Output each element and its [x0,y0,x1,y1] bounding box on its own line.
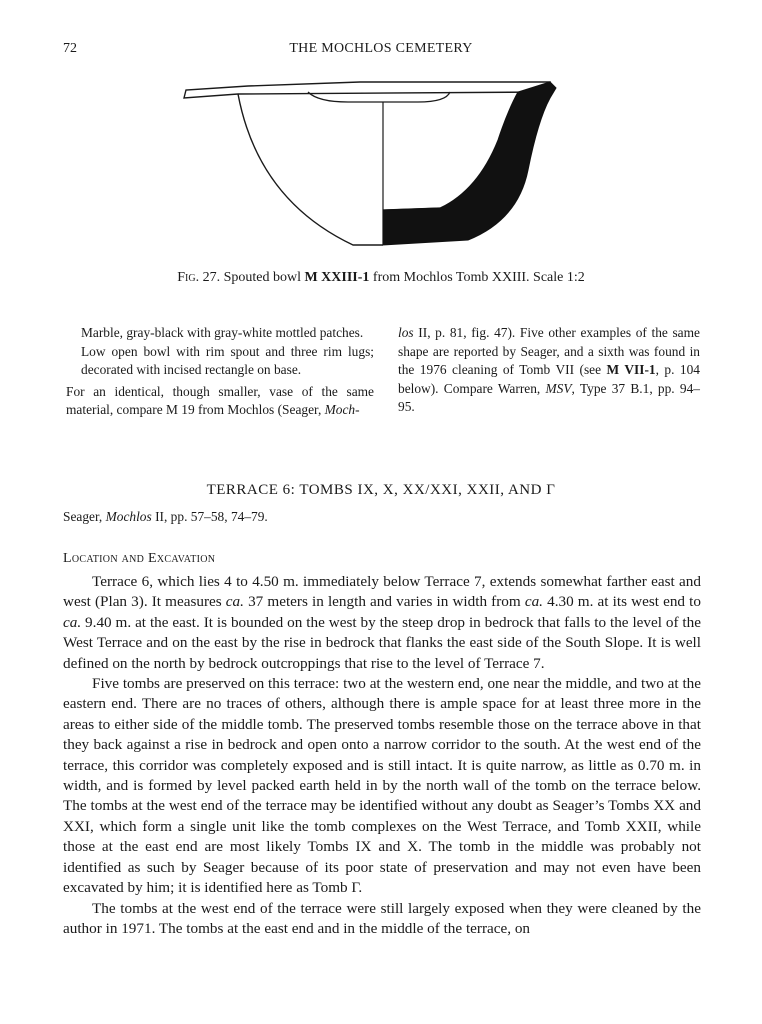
terrace-reference [63,509,268,525]
paragraph-1 [63,572,701,674]
section-heading: Location and Excavation [63,551,216,566]
terrace-ref-a: Seager, [63,509,106,524]
body-text [63,572,701,939]
terrace-heading: TERRACE 6: TOMBS IX, X, XX/XXI, XXII, AND Γ [206,482,556,498]
p1-ca1: ca. [225,593,244,611]
bowl-section [383,82,556,245]
p1-d: 9.40 m. at the east. It is bounded on the west by the steep drop in bedrock that falls to the level of the West Terrace and on the east by the rise in bedrock that flanks the east side of the South Slope. It is well defined on the north by bedrock outcroppings that rise to the level of Terrace 7. [63,613,701,672]
paragraph-3: The tombs at the west end of the terrace were still largely exposed when they were cleaned by the author in 1971. The tombs at the east end and in the middle of the terrace, on [63,899,701,937]
p1-b: 37 meters in length and varies in width from [243,593,525,611]
material-description: Marble, gray-black with gray-white mottled patches. [81,325,364,340]
description-right-column [398,324,700,417]
comparison-text-a: For an identical, though smaller, vase of the same material, compare M 19 from Mochlos (Seager, [66,383,374,417]
bowl-drawing [178,80,558,250]
right-text-b: , p. 104 below). Compare Warren, [398,362,700,396]
right-italic-start: los [398,325,414,340]
comparison-text-italic: Moch- [324,402,360,417]
bowl-outline-left [238,94,383,245]
right-text-c: , Type 37 B.1, pp. 94–95. [398,380,700,414]
caption-catalog-id: M XXIII-1 [304,270,370,285]
right-bold-ref: M VII-1 [606,362,656,377]
paragraph-2: Five tombs are preserved on this terrace: two at the western end, one near the middle, and two at the eastern end. There are no traces of others, although there is ample space for at least three more in the areas to either side of the middle tomb. The preserved tombs resemble those on the terrace above in that they back against a rise in bedrock and open onto a narrow corridor to the south. At the west end of the terrace, this corridor was completely exposed and is still intact. It is quite narrow, as little as 0.70 m. in width, and is formed by level packed earth held in by the north wall of the tomb on the terrace below. The tombs at the west end of the terrace may be identified without any doubt as Seager’s Tombs XX and XXI, which form a single unit like the tomb complexes on the West Terrace, and Tomb XXII, while those at the east end are most likely Tombs IX and X. The tomb in the middle was probably not identified as such by Seager because of its poor state of preservation and may not even have been excavated by him; it is identified here as Tomb Γ. [63,675,701,897]
p1-ca3: ca. [63,613,82,631]
comparison-text [66,383,374,420]
description-left-column [66,324,374,420]
right-text-a: II, p. 81, fig. 47). Five other examples of the same shape are reported by Seager, and a sixth was found in the 1976 cleaning of Tomb VII (see [398,325,700,377]
p1-a: Terrace 6, which lies 4 to 4.50 m. immediately below Terrace 7, extends somewhat farther east and west (Plan 3). It measures [63,573,701,611]
shape-description: Low open bowl with rim spout and three rim lugs; decorated with incised rectangle on base. [81,343,374,377]
running-head: THE MOCHLOS CEMETERY [289,41,473,56]
page-number: 72 [63,41,77,56]
terrace-ref-b: II, pp. 57–58, 74–79. [151,509,268,524]
p1-c: 4.30 m. at its west end to [542,593,701,611]
caption-number: 27. Spouted bowl [199,270,305,285]
caption-label: Fig. [177,270,200,285]
figure-caption [0,270,762,286]
terrace-ref-italic: Mochlos [105,509,152,524]
p1-ca2: ca. [524,593,543,611]
right-italic-ref: MSV [545,380,572,396]
caption-text: from Mochlos Tomb XXIII. Scale 1:2 [369,270,585,285]
